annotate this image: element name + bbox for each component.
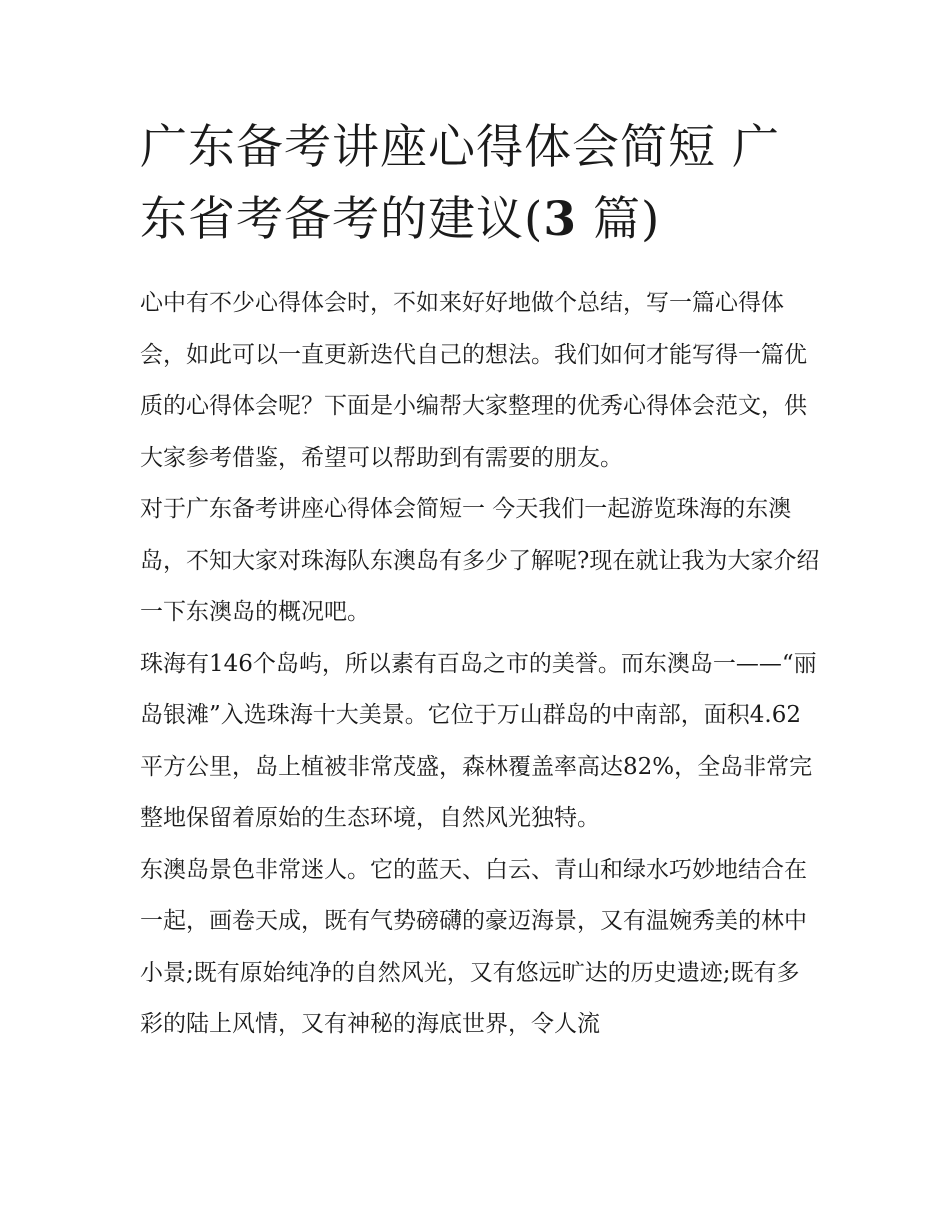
title-text-part2: 篇) <box>577 192 661 247</box>
paragraph-opening: 对于广东备考讲座心得体会简短一 今天我们一起游览珠海的东澳岛，不知大家对珠海队东澳岛有多少了解呢?现在就让我为大家介绍一下东澳岛的概况吧。 <box>140 496 820 625</box>
paragraph-scenery: 东澳岛景色非常迷人。它的蓝天、白云、青山和绿水巧妙地结合在一起，画卷天成，既有气势磅礴的豪迈海景，又有温婉秀美的林中小景;既有原始纯净的自然风光，又有悠远旷达的历史遗迹;既有多彩的陆上风情，又有神秘的海底世界，令人流 <box>140 856 807 1037</box>
document-body <box>140 278 820 1051</box>
document-title <box>140 112 820 256</box>
title-count: 3 <box>543 192 578 247</box>
paragraph-intro: 心中有不少心得体会时，不如来好好地做个总结，写一篇心得体会，如此可以一直更新迭代自己的想法。我们如何才能写得一篇优质的心得体会呢？下面是小编帮大家整理的优秀心得体会范文，供大家参考借鉴，希望可以帮助到有需要的朋友。 <box>140 290 807 471</box>
title-text-part1: 广东备考讲座心得体会简短 广东省考备考的建议( <box>140 120 780 247</box>
paragraph-islands: 珠海有146个岛屿，所以素有百岛之市的美誉。而东澳岛一——“丽岛银滩”入选珠海十大美景。它位于万山群岛的中南部，面积4.62平方公里，岛上植被非常茂盛，森林覆盖率高达82%，全岛非常完整地保留着原始的生态环境，自然风光独特。 <box>140 650 817 831</box>
